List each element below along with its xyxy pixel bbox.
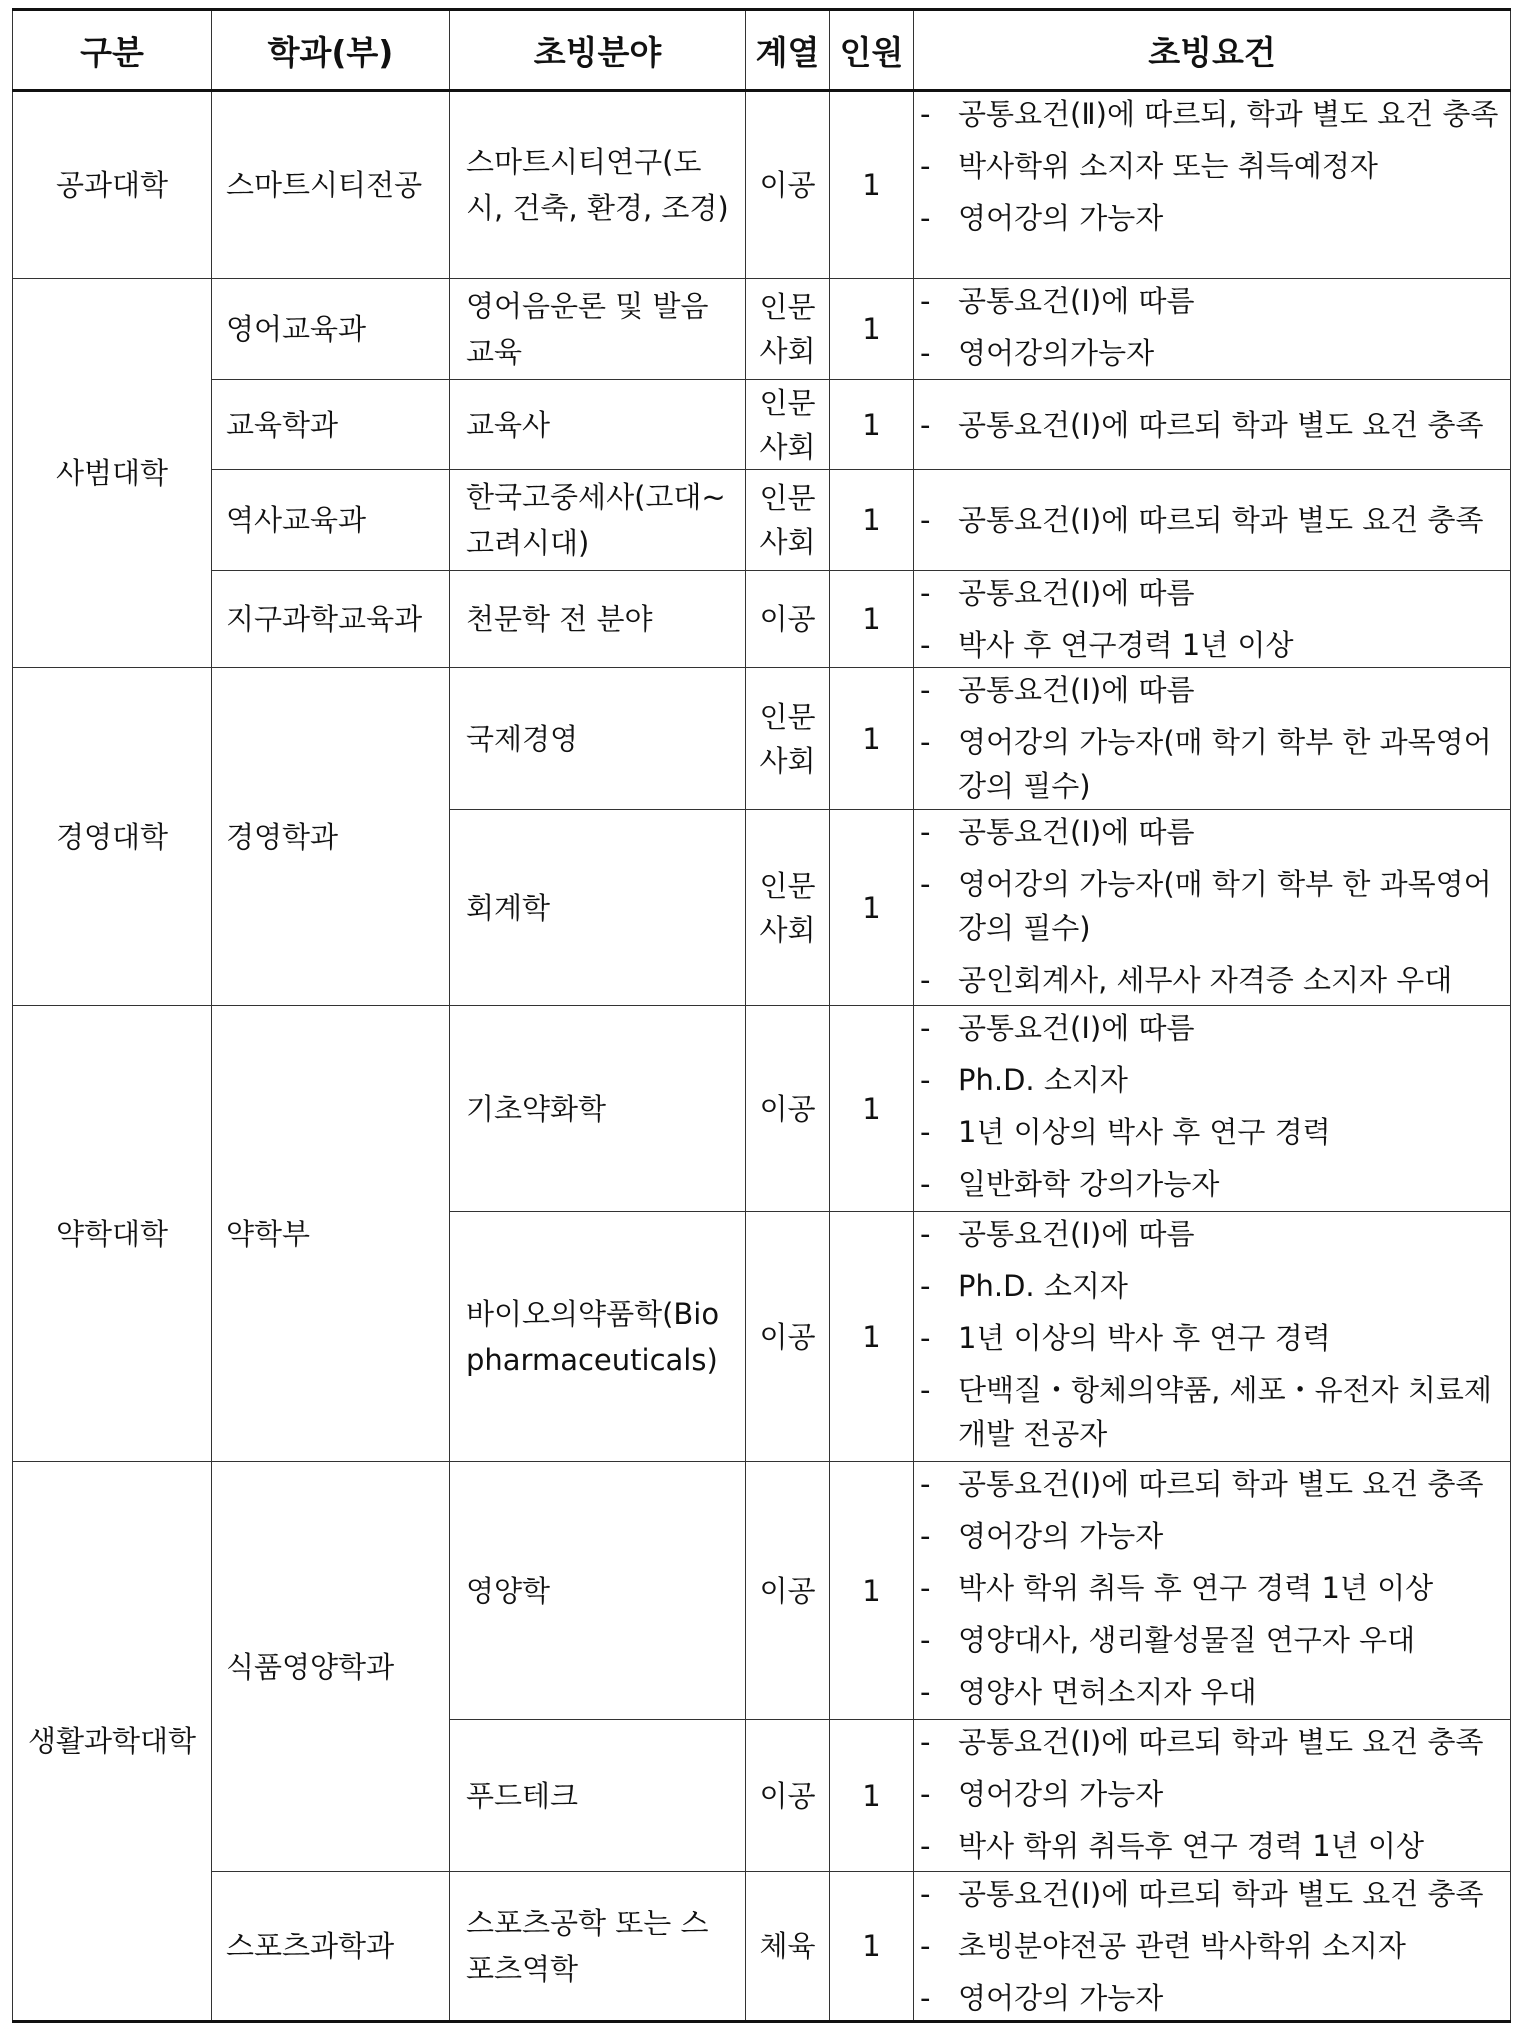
requirements-cell [914,470,1511,571]
field-cell: 스포츠공학 또는 스포츠역학 [450,1872,746,2022]
field-cell: 바이오의약품학(Biopharmaceuticals) [450,1212,746,1462]
header-track: 계열 [746,10,830,91]
requirement-item: - 공통요건(Ⅰ)에 따름 [918,279,1508,323]
requirement-item: - 공인회계사, 세무사 자격증 소지자 우대 [918,958,1508,1002]
requirements-cell [914,91,1511,279]
field-cell: 한국고중세사(고대~고려시대) [450,470,746,571]
count-cell: 1 [830,668,914,810]
count-cell: 1 [830,1872,914,2022]
requirements-cell [914,1720,1511,1872]
college-cell: 생활과학대학 [13,1462,212,2022]
header-division: 구분 [13,10,212,91]
table-row [13,668,1511,810]
track-cell: 인문사회 [746,279,830,380]
requirement-item: - 공통요건(Ⅰ)에 따름 [918,1212,1508,1256]
department-cell: 교육학과 [212,380,450,470]
requirements-list [918,1872,1508,2020]
requirement-item: - 영어강의 가능자(매 학기 학부 한 과목영어강의 필수) [918,720,1508,808]
requirement-item: - 공통요건(Ⅰ)에 따르되 학과 별도 요건 충족 [918,1720,1508,1764]
requirements-list [918,810,1508,1002]
track-cell: 체육 [746,1872,830,2022]
requirement-item: - 공통요건(Ⅰ)에 따름 [918,668,1508,712]
field-cell: 천문학 전 분야 [450,571,746,668]
count-cell: 1 [830,91,914,279]
requirements-cell [914,1212,1511,1462]
count-cell: 1 [830,1720,914,1872]
field-cell: 교육사 [450,380,746,470]
department-cell: 경영학과 [212,668,450,1006]
requirement-item: - 1년 이상의 박사 후 연구 경력 [918,1110,1508,1154]
requirement-item: - 박사 후 연구경력 1년 이상 [918,623,1508,667]
field-cell: 국제경영 [450,668,746,810]
track-cell: 이공 [746,1720,830,1872]
department-cell: 스포츠과학과 [212,1872,450,2022]
requirements-list [918,1462,1508,1714]
requirements-list [918,571,1508,667]
track-cell: 인문사회 [746,380,830,470]
requirement-item: - 영어강의 가능자 [918,1976,1508,2020]
requirements-cell [914,810,1511,1006]
requirement-item: - 공통요건(Ⅰ)에 따름 [918,1006,1508,1050]
requirement-item: - 박사 학위 취득 후 연구 경력 1년 이상 [918,1566,1508,1610]
requirement-item: - 공통요건(Ⅰ)에 따르되 학과 별도 요건 충족 [918,1872,1508,1916]
requirements-list [918,668,1508,808]
requirement-item: - 영양사 면허소지자 우대 [918,1670,1508,1714]
requirement-item: - 초빙분야전공 관련 박사학위 소지자 [918,1924,1508,1968]
table-row [13,1462,1511,1720]
requirements-list [918,279,1508,375]
count-cell: 1 [830,1462,914,1720]
field-cell: 스마트시티연구(도시, 건축, 환경, 조경) [450,91,746,279]
field-cell: 푸드테크 [450,1720,746,1872]
requirement-item: - 박사학위 소지자 또는 취득예정자 [918,144,1508,188]
count-cell: 1 [830,279,914,380]
requirement-item: - 공통요건(Ⅰ)에 따르되 학과 별도 요건 충족 [918,498,1508,542]
college-cell: 경영대학 [13,668,212,1006]
header-field: 초빙분야 [450,10,746,91]
table-header-row [13,10,1511,91]
table-row [13,380,1511,470]
department-cell: 지구과학교육과 [212,571,450,668]
requirement-item: - 공통요건(Ⅰ)에 따르되 학과 별도 요건 충족 [918,1462,1508,1506]
requirement-item: - 영어강의 가능자 [918,1772,1508,1816]
requirements-list [918,1212,1508,1456]
table-row [13,279,1511,380]
requirements-cell [914,1872,1511,2022]
requirements-list [918,92,1508,240]
department-cell: 약학부 [212,1006,450,1462]
department-cell: 식품영양학과 [212,1462,450,1872]
requirements-cell [914,380,1511,470]
requirement-item: - 영어강의가능자 [918,331,1508,375]
requirement-item: - Ph.D. 소지자 [918,1058,1508,1102]
requirements-cell [914,668,1511,810]
count-cell: 1 [830,470,914,571]
count-cell: 1 [830,380,914,470]
table-row [13,91,1511,279]
requirements-cell [914,1006,1511,1212]
requirement-item: - 공통요건(Ⅰ)에 따르되 학과 별도 요건 충족 [918,403,1508,447]
requirement-item: - 공통요건(Ⅱ)에 따르되, 학과 별도 요건 충족 [918,92,1508,136]
requirement-item: - 영어강의 가능자 [918,1514,1508,1558]
requirement-item: - 박사 학위 취득후 연구 경력 1년 이상 [918,1824,1508,1868]
track-cell: 이공 [746,1462,830,1720]
requirements-list [918,1006,1508,1206]
track-cell: 이공 [746,1212,830,1462]
field-cell: 회계학 [450,810,746,1006]
faculty-recruitment-table [12,8,1511,2023]
requirement-item: - 영어강의 가능자 [918,196,1508,240]
track-cell: 이공 [746,91,830,279]
requirement-item: - 공통요건(Ⅰ)에 따름 [918,571,1508,615]
college-cell: 약학대학 [13,1006,212,1462]
count-cell: 1 [830,810,914,1006]
header-requirements: 초빙요건 [914,10,1511,91]
count-cell: 1 [830,571,914,668]
requirements-list [918,1720,1508,1868]
college-cell: 공과대학 [13,91,212,279]
requirements-cell [914,279,1511,380]
requirements-list [918,498,1508,542]
field-cell: 영양학 [450,1462,746,1720]
department-cell: 스마트시티전공 [212,91,450,279]
table-row [13,470,1511,571]
field-cell: 영어음운론 및 발음교육 [450,279,746,380]
track-cell: 인문사회 [746,810,830,1006]
count-cell: 1 [830,1006,914,1212]
header-department: 학과(부) [212,10,450,91]
college-cell: 사범대학 [13,279,212,668]
count-cell: 1 [830,1212,914,1462]
table-row [13,1006,1511,1212]
requirement-item: - 일반화학 강의가능자 [918,1162,1508,1206]
table-row [13,571,1511,668]
requirements-cell [914,571,1511,668]
field-cell: 기초약화학 [450,1006,746,1212]
requirement-item: - Ph.D. 소지자 [918,1264,1508,1308]
track-cell: 이공 [746,1006,830,1212]
table-row [13,1872,1511,2022]
requirements-list [918,403,1508,447]
department-cell: 영어교육과 [212,279,450,380]
department-cell: 역사교육과 [212,470,450,571]
requirement-item: - 영어강의 가능자(매 학기 학부 한 과목영어강의 필수) [918,862,1508,950]
track-cell: 인문사회 [746,668,830,810]
header-count: 인원 [830,10,914,91]
track-cell: 인문사회 [746,470,830,571]
requirement-item: - 1년 이상의 박사 후 연구 경력 [918,1316,1508,1360]
recruitment-table-container [12,8,1510,2023]
requirements-cell [914,1462,1511,1720]
requirement-item: - 공통요건(Ⅰ)에 따름 [918,810,1508,854]
track-cell: 이공 [746,571,830,668]
requirement-item: - 단백질・항체의약품, 세포・유전자 치료제 개발 전공자 [918,1368,1508,1456]
requirement-item: - 영양대사, 생리활성물질 연구자 우대 [918,1618,1508,1662]
